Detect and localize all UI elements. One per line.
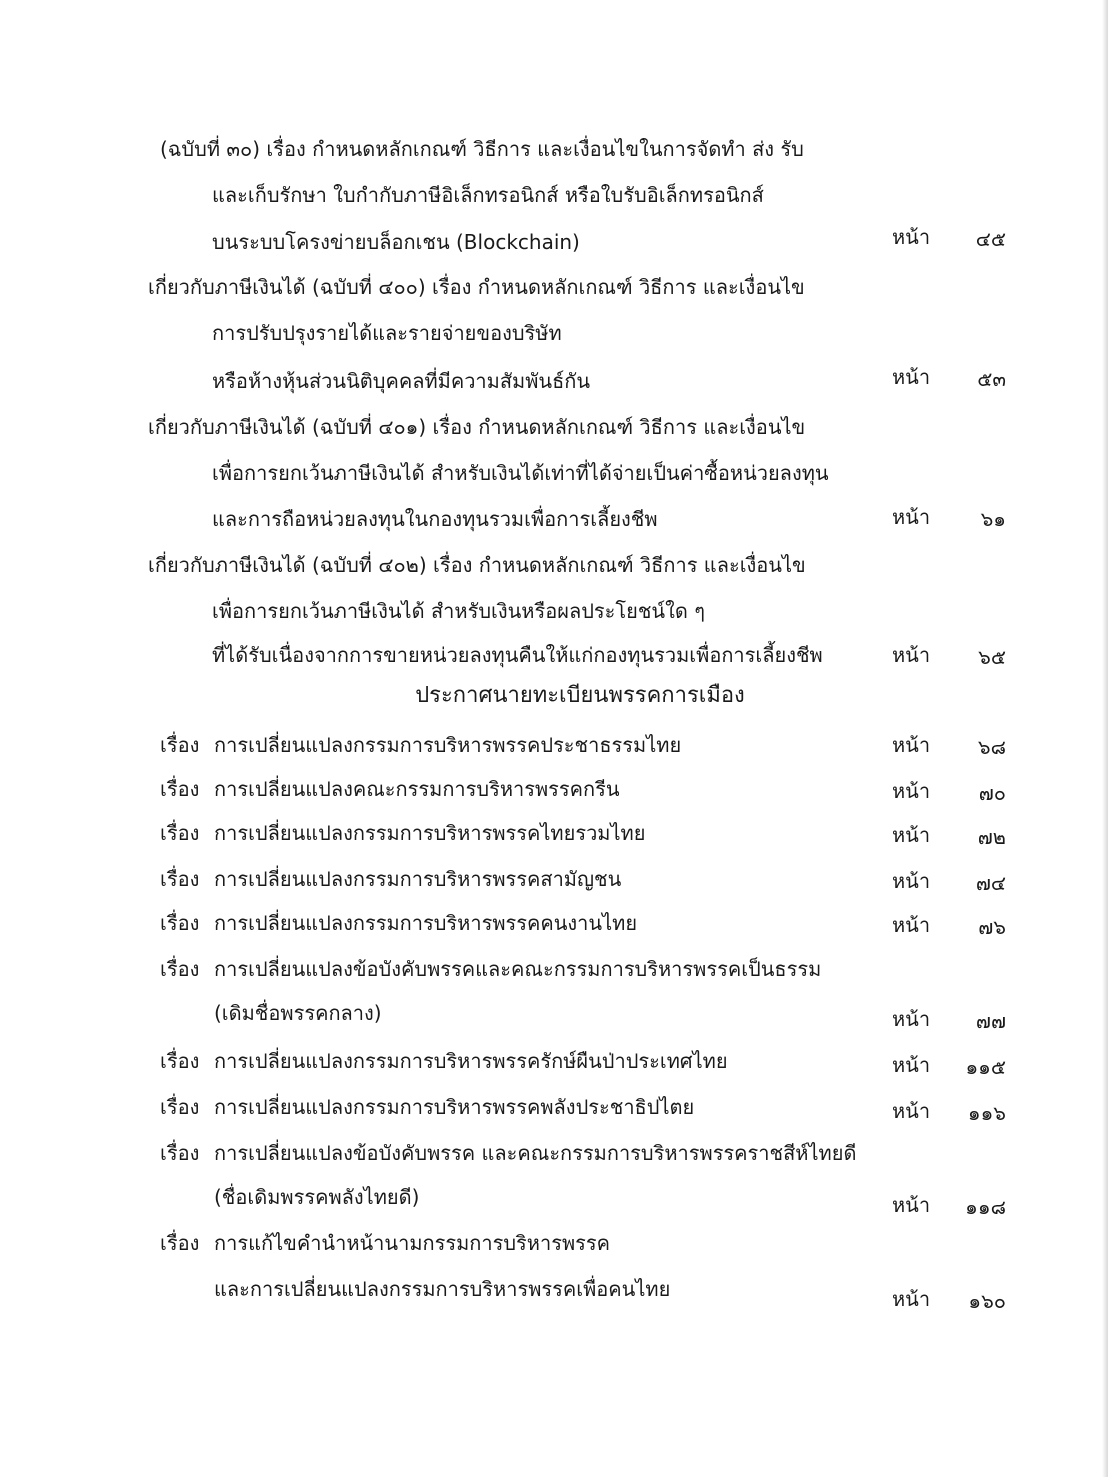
subject-label: เรื่อง [160, 1049, 200, 1073]
page-label: หน้า [892, 823, 931, 847]
page-number: ๖๑ [980, 507, 1006, 531]
entry-title: การเปลี่ยนแปลงกรรมการบริหารพรรคสามัญชน [214, 867, 622, 891]
subject-label: เรื่อง [160, 957, 200, 981]
page-label: หน้า [892, 1099, 931, 1123]
page-number: ๕๓ [977, 367, 1006, 391]
subject-label: เรื่อง [160, 733, 200, 757]
page-label: หน้า [892, 1193, 931, 1217]
entry-title-continued: และการเปลี่ยนแปลงกรรมการบริหารพรรคเพื่อคนไทย [214, 1277, 671, 1301]
page-number: ๑๑๕ [965, 1055, 1006, 1079]
toc-line: และการถือหน่วยลงทุนในกองทุนรวมเพื่อการเลี้ยงชีพ [212, 507, 658, 531]
page-label: หน้า [892, 913, 931, 937]
entry-title: การเปลี่ยนแปลงกรรมการบริหารพรรคพลังประชาธิปไตย [214, 1095, 695, 1119]
entry-title: การเปลี่ยนแปลงกรรมการบริหารพรรครักษ์ผืนป่าประเทศไทย [214, 1049, 728, 1073]
toc-line: เกี่ยวกับภาษีเงินได้ (ฉบับที่ ๔๐๐) เรื่อง กำหนดหลักเกณฑ์ วิธีการ และเงื่อนไข [148, 275, 805, 299]
subject-label: เรื่อง [160, 911, 200, 935]
toc-line: เพื่อการยกเว้นภาษีเงินได้ สำหรับเงินหรือผลประโยชน์ใด ๆ [212, 599, 705, 623]
page-label: หน้า [892, 1287, 931, 1311]
page-number: ๗๔ [975, 871, 1006, 895]
entry-title-continued: (เดิมชื่อพรรคกลาง) [214, 1001, 382, 1025]
page-label: หน้า [892, 1053, 931, 1077]
subject-label: เรื่อง [160, 821, 200, 845]
page-number: ๗๒ [977, 825, 1006, 849]
entry-title: การเปลี่ยนแปลงกรรมการบริหารพรรคคนงานไทย [214, 911, 638, 935]
toc-line: เกี่ยวกับภาษีเงินได้ (ฉบับที่ ๔๐๑) เรื่อง กำหนดหลักเกณฑ์ วิธีการ และเงื่อนไข [148, 415, 806, 439]
page-label: หน้า [892, 643, 931, 667]
entry-title: การเปลี่ยนแปลงคณะกรรมการบริหารพรรคกรีน [214, 777, 620, 801]
page-label: หน้า [892, 869, 931, 893]
toc-line: เกี่ยวกับภาษีเงินได้ (ฉบับที่ ๔๐๒) เรื่อง กำหนดหลักเกณฑ์ วิธีการ และเงื่อนไข [148, 553, 806, 577]
page-number: ๑๖๐ [968, 1289, 1006, 1313]
page-number: ๗๐ [978, 781, 1006, 805]
entry-title: การเปลี่ยนแปลงข้อบังคับพรรค และคณะกรรมการบริหารพรรคราชสีห์ไทยดี [214, 1141, 857, 1165]
subject-label: เรื่อง [160, 1095, 200, 1119]
entry-title: การแก้ไขคำนำหน้านามกรรมการบริหารพรรค [214, 1231, 610, 1255]
page-edge-shadow [1102, 0, 1108, 1477]
toc-line: (ฉบับที่ ๓๐) เรื่อง กำหนดหลักเกณฑ์ วิธีการ และเงื่อนไขในการจัดทำ ส่ง รับ [160, 137, 804, 161]
subject-label: เรื่อง [160, 777, 200, 801]
page-number: ๑๑๖ [967, 1101, 1006, 1125]
entry-title-continued: (ชื่อเดิมพรรคพลังไทยดี) [214, 1185, 420, 1209]
page-label: หน้า [892, 365, 931, 389]
page-label: หน้า [892, 225, 931, 249]
section-heading: ประกาศนายทะเบียนพรรคการเมือง [415, 683, 745, 708]
toc-line: เพื่อการยกเว้นภาษีเงินได้ สำหรับเงินได้เท่าที่ได้จ่ายเป็นค่าซื้อหน่วยลงทุน [212, 461, 829, 485]
entry-title: การเปลี่ยนแปลงกรรมการบริหารพรรคไทยรวมไทย [214, 821, 646, 845]
page-number: ๖๕ [978, 645, 1006, 669]
page-label: หน้า [892, 733, 931, 757]
page-number: ๗๖ [978, 915, 1006, 939]
subject-label: เรื่อง [160, 867, 200, 891]
subject-label: เรื่อง [160, 1231, 200, 1255]
page-label: หน้า [892, 779, 931, 803]
toc-line: บนระบบโครงข่ายบล็อกเชน (Blockchain) [212, 230, 580, 254]
page-number: ๖๘ [977, 735, 1006, 759]
page-number: ๑๑๘ [965, 1195, 1006, 1219]
entry-title: การเปลี่ยนแปลงข้อบังคับพรรคและคณะกรรมการบริหารพรรคเป็นธรรม [214, 957, 822, 981]
entry-title: การเปลี่ยนแปลงกรรมการบริหารพรรคประชาธรรมไทย [214, 733, 682, 757]
toc-line: ที่ได้รับเนื่องจากการขายหน่วยลงทุนคืนให้แก่กองทุนรวมเพื่อการเลี้ยงชีพ [212, 643, 823, 667]
toc-line: หรือห้างหุ้นส่วนนิติบุคคลที่มีความสัมพันธ์กัน [212, 369, 591, 393]
page-number: ๔๕ [975, 227, 1006, 251]
page-label: หน้า [892, 505, 931, 529]
toc-line: และเก็บรักษา ใบกำกับภาษีอิเล็กทรอนิกส์ หรือใบรับอิเล็กทรอนิกส์ [212, 183, 764, 207]
page-number: ๗๗ [975, 1009, 1006, 1033]
page-label: หน้า [892, 1007, 931, 1031]
subject-label: เรื่อง [160, 1141, 200, 1165]
toc-line: การปรับปรุงรายได้และรายจ่ายของบริษัท [212, 321, 562, 345]
